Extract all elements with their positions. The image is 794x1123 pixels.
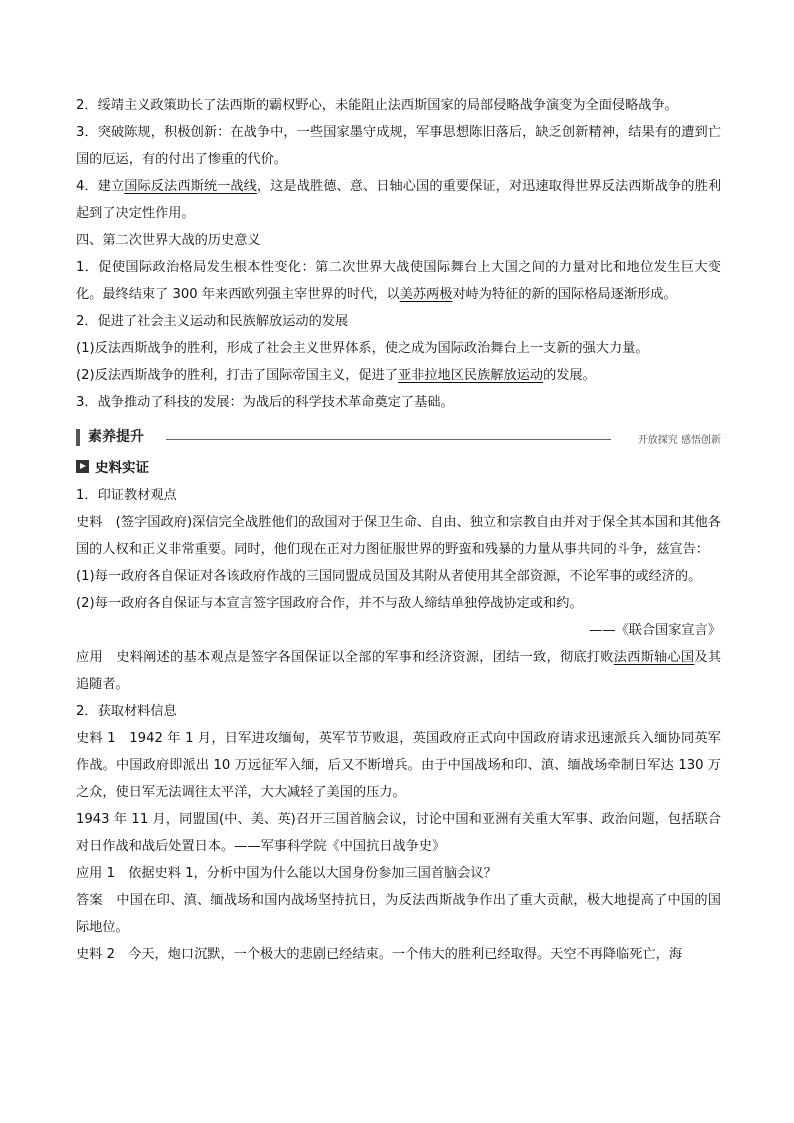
underlined-term: 国际反法西斯统一战线 — [124, 179, 257, 194]
source-clause-1: (1)每一政府各自保证对各该政府作战的三国同盟成员国及其附从者使用其全部资源，不论军事的或经济的。 — [76, 569, 702, 584]
section-heading-significance: 四、第二次世界大战的历史意义 — [76, 233, 261, 248]
source-material-1: 史料 1 1942 年 1 月，日军进攻缅甸，英军节节败退，英国政府正式向中国政府请求迅速派兵入缅协同英军作战。中国政府即派出 10 万远征军入缅，后又不断增兵。由于中国战场和印、滇、缅战场牵制日军达 130 万之众，使日军无法调往太平洋，大大减轻了美国的压力。 — [76, 731, 721, 800]
paragraph-appeasement: 2．绥靖主义政策助长了法西斯的霸权野心，未能阻止法西斯国家的局部侵略战争演变为全面侵略战争。 — [76, 98, 678, 113]
underlined-term: 法西斯轴心国 — [613, 650, 695, 665]
source-material-1-cont: 1943 年 11 月，同盟国(中、美、英)召开三国首脑会议，讨论中国和亚洲有关重大军事、政治问题，包括联合对日作战和战后处置日本。——军事科学院《中国抗日战争史》 — [76, 812, 721, 854]
banner-divider — [166, 439, 611, 440]
question-heading-1: 1．印证教材观点 — [76, 488, 177, 503]
banner-tagline: 开放探究 感悟创新 — [637, 435, 721, 446]
answer-text: 答案 中国在印、滇、缅战场和国内战场坚持抗日，为反法西斯战争作出了重大贡献，极大地提高了中国的国际地位。 — [76, 893, 721, 935]
subsection-title: 史料实证 — [95, 460, 149, 476]
underlined-term: 亚非拉地区民族解放运动 — [398, 368, 544, 383]
banner-title: 素养提升 — [88, 429, 144, 445]
application-question-1: 应用 1 依据史料 1，分析中国为什么能以大国身份参加三国首脑会议？ — [76, 866, 497, 881]
play-icon — [76, 460, 89, 473]
paragraph-united-front: 4．建立国际反法西斯统一战线，这是战胜德、意、日轴心国的重要保证，对迅速取得世界反法西斯战争的胜利起到了决定性作用。 — [76, 179, 722, 221]
paragraph-socialist-movement: 2．促进了社会主义运动和民族解放运动的发展 — [76, 314, 349, 329]
paragraph-item-2: (2)反法西斯战争的胜利，打击了国际帝国主义，促进了亚非拉地区民族解放运动的发展。 — [76, 368, 596, 383]
source-citation: ——《联合国家宣言》 — [589, 623, 721, 638]
paragraph-item-1: (1)反法西斯战争的胜利，形成了社会主义世界体系，使之成为国际政治舞台上一支新的强大力量。 — [76, 341, 649, 356]
underlined-term: 美苏两极 — [399, 287, 453, 302]
document-page — [76, 92, 721, 968]
application-text: 应用 史料阐述的基本观点是签字各国保证以全部的军事和经济资源，团结一致，彻底打败法西斯轴心国及其追随者。 — [76, 650, 722, 692]
source-material-2: 史料 2 今天，炮口沉默，一个极大的悲剧已经结束。一个伟大的胜利已经取得。天空不再降临死亡，海 — [76, 947, 683, 962]
paragraph-innovation: 3．突破陈规，积极创新：在战争中，一些国家墨守成规，军事思想陈旧落后，缺乏创新精神，结果有的遭到亡国的厄运，有的付出了惨重的代价。 — [76, 125, 721, 167]
question-heading-2: 2．获取材料信息 — [76, 704, 177, 719]
section-banner — [76, 424, 721, 450]
banner-bar — [76, 429, 80, 446]
subsection-heading — [76, 454, 721, 478]
source-clause-2: (2)每一政府各自保证与本宣言签字国政府合作，并不与敌人缔结单独停战协定或和约。 — [76, 596, 583, 611]
paragraph-technology: 3．战争推动了科技的发展：为战后的科学技术革命奠定了基础。 — [76, 395, 454, 410]
source-material: 史料 (签字国政府)深信完全战胜他们的敌国对于保卫生命、自由、独立和宗教自由并对于保全其本国和其他各国的人权和正义非常重要。同时，他们现在正对力图征服世界的野蛮和残暴的力量从事共同的斗争，兹宣告： — [76, 515, 721, 557]
paragraph-political-pattern: 1．促使国际政治格局发生根本性变化：第二次世界大战使国际舞台上大国之间的力量对比和地位发生巨大变化。最终结束了 300 年来西欧列强主宰世界的时代，以美苏两极对峙为特征的新的国际格局逐渐形成。 — [76, 260, 721, 302]
